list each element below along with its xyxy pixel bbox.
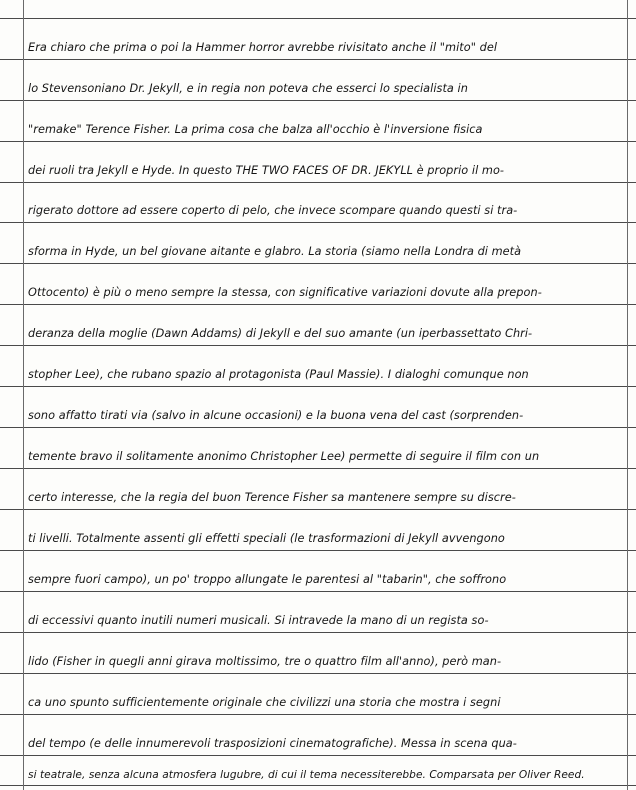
text-line-3: "remake" Terence Fisher. La prima cosa che balza all'occhio è l'inversione fisica [28, 123, 483, 136]
right-margin-line [627, 0, 628, 790]
ruled-line [0, 345, 636, 346]
text-line-11: temente bravo il solitamente anonimo Christopher Lee) permette di seguire il film con un [28, 450, 540, 463]
ruled-line [0, 714, 636, 715]
text-line-7: Ottocento) è più o meno sempre la stessa, con significative variazioni dovute alla prepon- [28, 286, 542, 299]
text-line-9: stopher Lee), che rubano spazio al protagonista (Paul Massie). I dialoghi comunque non [28, 368, 529, 381]
ruled-line [0, 182, 636, 183]
ruled-line [0, 550, 636, 551]
text-line-15: di eccessivi quanto inutili numeri musicali. Si intravede la mano di un regista so- [28, 614, 489, 627]
text-line-10: sono affatto tirati via (salvo in alcune occasioni) e la buona vena del cast (sorprenden- [28, 409, 524, 422]
ruled-line [0, 304, 636, 305]
text-line-14: sempre fuori campo), un po' troppo allungate le parentesi al "tabarin", che soffrono [28, 573, 507, 586]
text-line-17: ca uno spunto sufficientemente originale che civilizzi una storia che mostra i segni [28, 696, 501, 709]
ruled-line [0, 468, 636, 469]
text-line-2: lo Stevensoniano Dr. Jekyll, e in regia non poteva che esserci lo specialista in [28, 82, 468, 95]
text-line-12: certo interesse, che la regia del buon Terence Fisher sa mantenere sempre su discre- [28, 491, 516, 504]
ruled-line [0, 673, 636, 674]
ruled-line [0, 100, 636, 101]
ruled-line [0, 386, 636, 387]
text-line-18: del tempo (e delle innumerevoli trasposizioni cinematografiche). Messa in scena qua- [28, 737, 517, 750]
left-margin-line [23, 0, 24, 790]
text-line-13: ti livelli. Totalmente assenti gli effetti speciali (le trasformazioni di Jekyll avvengono [28, 532, 505, 545]
text-line-8: deranza della moglie (Dawn Addams) di Jekyll e del suo amante (un iperbassettato Chri- [28, 327, 533, 340]
ruled-line [0, 59, 636, 60]
text-line-19: si teatrale, senza alcuna atmosfera lugubre, di cui il tema necessiterebbe. Comparsata per Oliver Reed. [28, 769, 585, 781]
text-line-16: lido (Fisher in quegli anni girava moltissimo, tre o quattro film all'anno), però man- [28, 655, 502, 668]
ruled-line [0, 509, 636, 510]
ruled-line [0, 263, 636, 264]
text-line-6: sforma in Hyde, un bel giovane aitante e glabro. La storia (siamo nella Londra di metà [28, 245, 522, 258]
ruled-line [0, 18, 636, 19]
ruled-line [0, 141, 636, 142]
text-line-4: dei ruoli tra Jekyll e Hyde. In questo THE TWO FACES OF DR. JEKYLL è proprio il mo- [28, 164, 505, 177]
text-line-1: Era chiaro che prima o poi la Hammer horror avrebbe rivisitato anche il "mito" del [28, 41, 498, 54]
ruled-line [0, 755, 636, 756]
ruled-line [0, 222, 636, 223]
ruled-line [0, 591, 636, 592]
text-line-5: rigerato dottore ad essere coperto di pelo, che invece scompare quando questi si tra- [28, 204, 518, 217]
ruled-line [0, 427, 636, 428]
ruled-line [0, 632, 636, 633]
